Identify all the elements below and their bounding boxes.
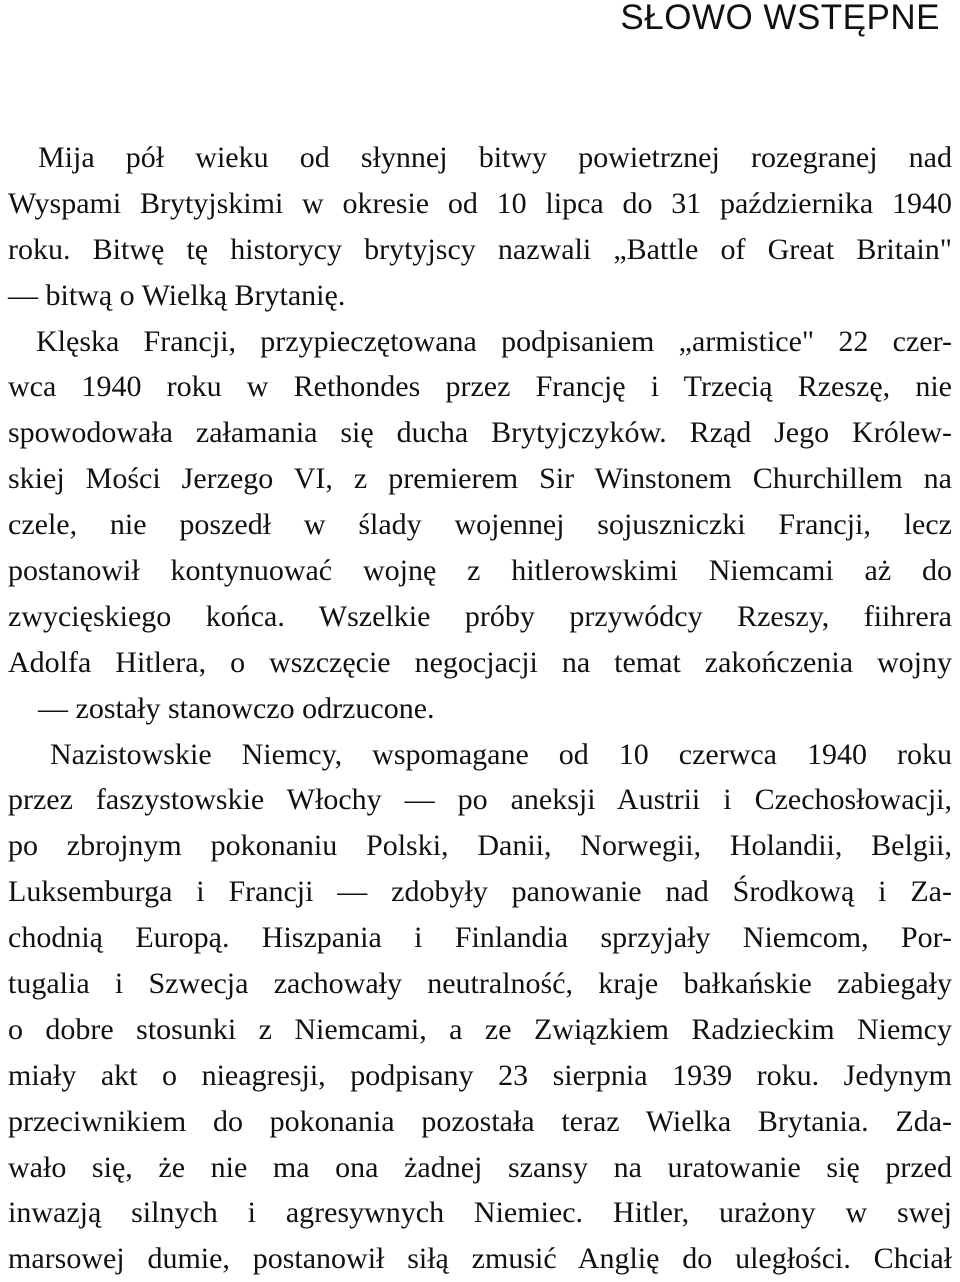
text-line: roku. Bitwę tę historycy brytyjscy nazwali „Battle of Great Britain" — [8, 232, 952, 266]
text-line: Nazistowskie Niemcy, wspomagane od 10 czerwca 1940 roku — [50, 737, 952, 771]
text-line: Klęska Francji, przypieczętowana podpisaniem „armistice" 22 czer- — [36, 324, 952, 358]
text-line: marsowej dumie, postanowił siłą zmusić Anglię do uległości. Chciał — [8, 1242, 952, 1276]
text-line: po zbrojnym pokonaniu Polski, Danii, Norwegii, Holandii, Belgii, — [8, 829, 952, 863]
text-line: miały akt o nieagresji, podpisany 23 sierpnia 1939 roku. Jedynym — [8, 1058, 952, 1092]
text-line: chodnią Europą. Hiszpania i Finlandia sprzyjały Niemcom, Por- — [8, 921, 952, 955]
body-text — [8, 135, 952, 1282]
text-line: skiej Mości Jerzego VI, z premierem Sir Winstonem Churchillem na — [8, 462, 952, 496]
text-line: przeciwnikiem do pokonania pozostała teraz Wielka Brytania. Zda- — [8, 1104, 952, 1138]
text-line: przez faszystowskie Włochy — po aneksji Austrii i Czechosłowacji, — [8, 783, 952, 817]
text-line: Adolfa Hitlera, o wszczęcie negocjacji na temat zakończenia wojny — [8, 645, 952, 679]
chapter-heading: SŁOWO WSTĘPNE — [620, 0, 940, 37]
text-line: — zostały stanowczo odrzucone. — [38, 691, 435, 725]
text-line: Luksemburga i Francji — zdobyły panowanie nad Środkową i Za- — [8, 875, 952, 909]
text-line: zwycięskiego końca. Wszelkie próby przywódcy Rzeszy, fiihrera — [8, 599, 952, 633]
text-line: Wyspami Brytyjskimi w okresie od 10 lipca do 31 października 1940 — [8, 186, 952, 220]
text-line: postanowił kontynuować wojnę z hitlerowskimi Niemcami aż do — [8, 554, 952, 588]
text-line: tugalia i Szwecja zachowały neutralność, kraje bałkańskie zabiegały — [8, 967, 952, 1001]
text-line: inwazją silnych i agresywnych Niemiec. Hitler, urażony w swej — [8, 1196, 952, 1230]
text-line: o dobre stosunki z Niemcami, a ze Związkiem Radzieckim Niemcy — [8, 1012, 952, 1046]
text-line: spowodowała załamania się ducha Brytyjczyków. Rząd Jego Królew- — [8, 416, 952, 450]
text-line: wało się, że nie ma ona żadnej szansy na uratowanie się przed — [8, 1150, 952, 1184]
text-line: — bitwą o Wielką Brytanię. — [8, 278, 346, 312]
text-line: wca 1940 roku w Rethondes przez Francję i Trzecią Rzeszę, nie — [8, 370, 952, 404]
text-line: czele, nie poszedł w ślady wojennej sojuszniczki Francji, lecz — [8, 508, 952, 542]
text-line: Mija pół wieku od słynnej bitwy powietrznej rozegranej nad — [38, 141, 952, 174]
